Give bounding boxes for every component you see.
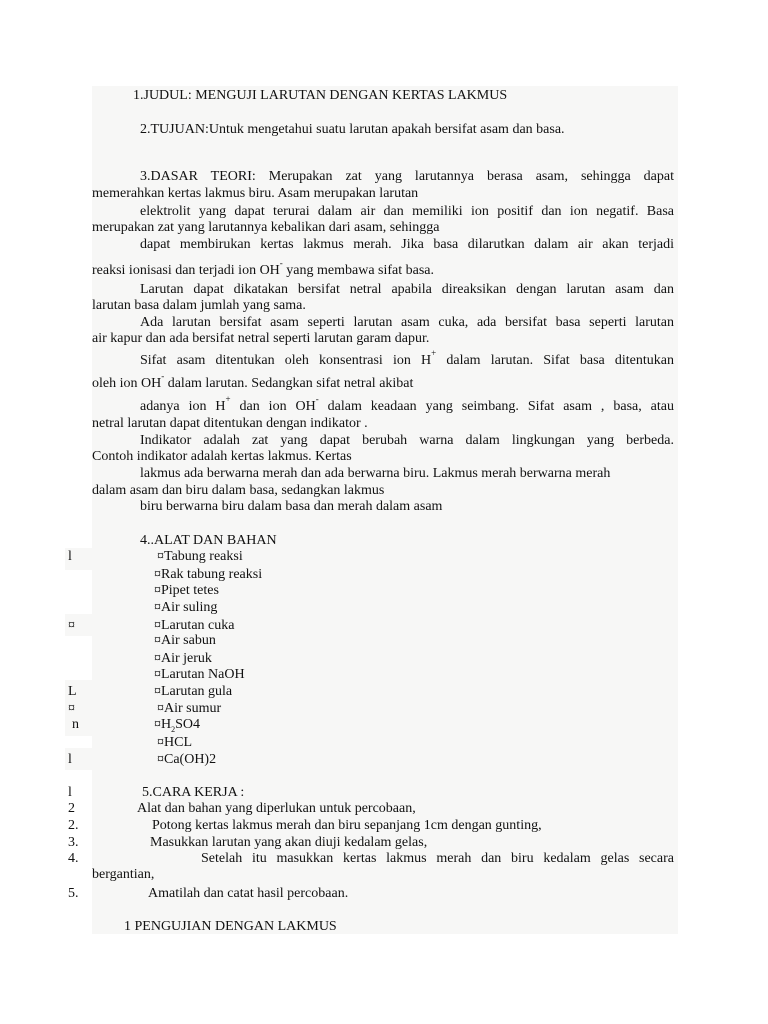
dasar-teori-line: air kapur dan ada bersifat netral seperti larutan garam dapur. [92, 331, 430, 346]
list-item: ¤Tabung reaksi [157, 549, 243, 564]
cara-kerja-step: Potong kertas lakmus merah dan biru sepanjang 1cm dengan gunting, [152, 818, 542, 833]
gutter-mark: l [68, 752, 72, 767]
document-title: 1.JUDUL: MENGUJI LARUTAN DENGAN KERTAS LAKMUS [133, 88, 508, 103]
dasar-teori-line: merupakan zat yang larutannya kebalikan dari asam, sehingga [92, 220, 440, 235]
cara-kerja-step: Amatilah dan catat hasil percobaan. [148, 886, 349, 901]
superscript: - [315, 394, 319, 405]
dasar-teori-line: reaksi ionisasi dan terjadi ion OH- yang membawa sifat basa. [92, 258, 435, 278]
dasar-teori-line: Indikator adalah zat yang dapat berubah warna dalam lingkungan yang berbeda. [140, 433, 674, 448]
dasar-teori-line: lakmus ada berwarna merah dan ada berwarna biru. Lakmus merah berwarna merah [140, 466, 611, 481]
list-item: ¤Larutan gula [154, 684, 233, 699]
gutter-mark: 5. [68, 886, 79, 901]
list-item: ¤Ca(OH)2 [157, 752, 217, 767]
list-item: ¤HCL [157, 735, 192, 750]
gutter-mark: l [68, 549, 72, 564]
dasar-teori-line: 3.DASAR TEORI: Merupakan zat yang larutannya berasa asam, sehingga dapat [140, 169, 674, 184]
gutter-mark: 4. [68, 851, 79, 866]
dasar-teori-line: dapat membirukan kertas lakmus merah. Jika basa dilarutkan dalam air akan terjadi [140, 237, 674, 252]
dasar-teori-line: Sifat asam ditentukan oleh konsentrasi ion H+ dalam larutan. Sifat basa ditentukan [140, 348, 674, 368]
dasar-teori-line: netral larutan dapat ditentukan dengan indikator . [92, 416, 368, 431]
list-item: ¤Pipet tetes [154, 583, 219, 598]
gutter-mark: n [72, 717, 79, 732]
subscript: 2 [171, 724, 176, 734]
dasar-teori-line: adanya ion H+ dan ion OH- dalam keadaan yang seimbang. Sifat asam , basa, atau [140, 394, 674, 414]
dasar-teori-line: Ada larutan bersifat asam seperti larutan asam cuka, ada bersifat basa seperti larutan [140, 315, 674, 330]
cara-kerja-heading: 5.CARA KERJA : [142, 785, 245, 800]
dasar-teori-line: elektrolit yang dapat terurai dalam air dan memiliki ion positif dan ion negatif. Basa [140, 204, 674, 219]
list-item: ¤Larutan NaOH [154, 667, 245, 682]
dasar-teori-line: Larutan dapat dikatakan bersifat netral apabila direaksikan dengan larutan asam dan [140, 282, 674, 297]
cara-kerja-step: bergantian, [92, 867, 155, 882]
gutter-mark: ¤ [68, 618, 75, 633]
superscript: + [225, 394, 231, 405]
superscript: - [279, 258, 283, 269]
dasar-teori-line: larutan basa dalam jumlah yang sama. [92, 298, 306, 313]
dasar-teori-line: biru berwarna biru dalam basa dan merah dalam asam [140, 499, 443, 514]
gutter-mark: 3. [68, 835, 79, 850]
alat-bahan-heading: 4..ALAT DAN BAHAN [140, 533, 277, 548]
tujuan-line: 2.TUJUAN:Untuk mengetahui suatu larutan apakah bersifat asam dan basa. [140, 122, 565, 137]
cara-kerja-step: Alat dan bahan yang diperlukan untuk percobaan, [137, 801, 416, 816]
pengujian-heading: 1 PENGUJIAN DENGAN LAKMUS [124, 919, 337, 934]
gutter-mark: l [68, 785, 72, 800]
list-item: ¤Air jeruk [154, 651, 212, 666]
gutter-mark: ¤ [68, 701, 75, 716]
list-item: ¤Air sabun [154, 633, 216, 648]
gutter-mark: 2. [68, 818, 79, 833]
list-item: ¤Air sumur [157, 701, 222, 716]
gutter-mark: L [68, 684, 77, 699]
superscript: + [431, 348, 437, 359]
cara-kerja-step: Setelah itu masukkan kertas lakmus merah dan biru kedalam gelas secara [201, 851, 674, 866]
dasar-teori-line: oleh ion OH- dalam larutan. Sedangkan sifat netral akibat [92, 371, 414, 391]
gutter-mark: 2 [68, 801, 75, 816]
cara-kerja-step: Masukkan larutan yang akan diuji kedalam gelas, [150, 835, 428, 850]
dasar-teori-line: dalam asam dan biru dalam basa, sedangkan lakmus [92, 483, 385, 498]
dasar-teori-line: memerahkan kertas lakmus biru. Asam merupakan larutan [92, 186, 419, 201]
superscript: - [161, 371, 165, 382]
list-item: ¤Air suling [154, 600, 218, 615]
list-item: $¤H_2SO4$ [154, 717, 201, 734]
list-item: ¤Larutan cuka [154, 618, 235, 633]
dasar-teori-line: Contoh indikator adalah kertas lakmus. Kertas [92, 449, 352, 464]
list-item: ¤Rak tabung reaksi [154, 567, 263, 582]
